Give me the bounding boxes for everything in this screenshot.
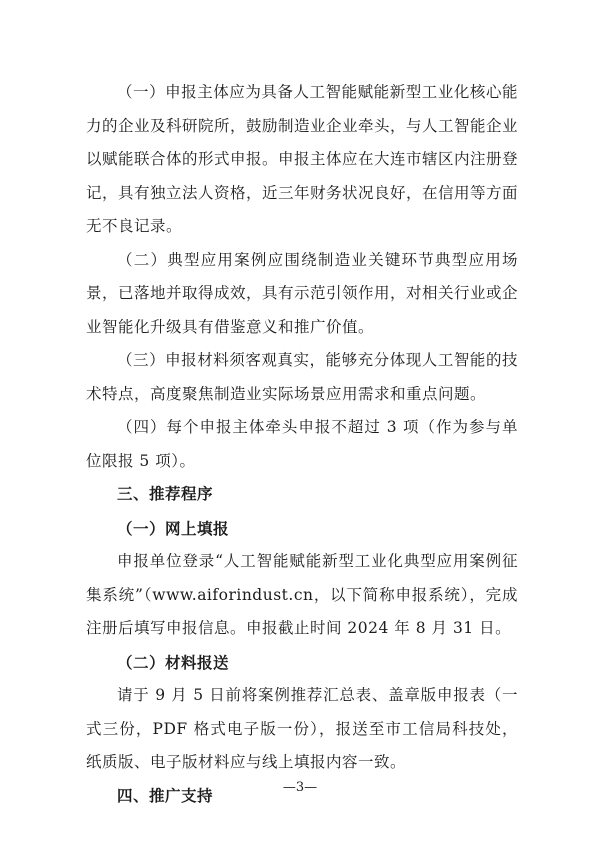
subheading-material-submission: （二）材料报送: [117, 652, 230, 672]
paragraph-material-requirements: （三）申报材料须客观真实，能够充分体现人工智能的技术特点，高度聚焦制造业实际场景应用需求和重点问题。: [86, 351, 518, 403]
paragraph-online-filing: 申报单位登录“人工智能赋能新型工业化典型应用案例征集系统”（www.aiforindust.cn，以下简称申报系统），完成注册后填写申报信息。申报截止时间 2024 年 8 月 31 日。: [86, 552, 518, 637]
paragraph-case-requirements: （二）典型应用案例应围绕制造业关键环节典型应用场景，已落地并取得成效，具有示范引领作用，对相关行业或企业智能化升级具有借鉴意义和推广价值。: [86, 250, 519, 336]
paragraph-application-limit: （四）每个申报主体牵头申报不超过 3 项（作为参与单位限报 5 项）。: [86, 418, 518, 470]
page-number: —3—: [282, 780, 318, 795]
subheading-online-filing: （一）网上填报: [117, 518, 230, 538]
document-body: [86, 76, 518, 813]
paragraph-applicant-requirements: （一）申报主体应为具备人工智能赋能新型工业化核心能力的企业及科研院所，鼓励制造业企业牵头，与人工智能企业以赋能联合体的形式申报。申报主体应在大连市辖区内注册登记，具有独立法人资格，近三年财务状况良好，在信用等方面无不良记录。: [86, 83, 519, 235]
paragraph-material-submission: 请于 9 月 5 日前将案例推荐汇总表、盖章版申报表（一式三份，PDF 格式电子版一份），报送至市工信局科技处，纸质版、电子版材料应与线上填报内容一致。: [86, 686, 518, 771]
section-heading-recommendation-procedure: 三、推荐程序: [117, 485, 214, 503]
section-heading-promotion-support: 四、推广支持: [117, 786, 214, 805]
